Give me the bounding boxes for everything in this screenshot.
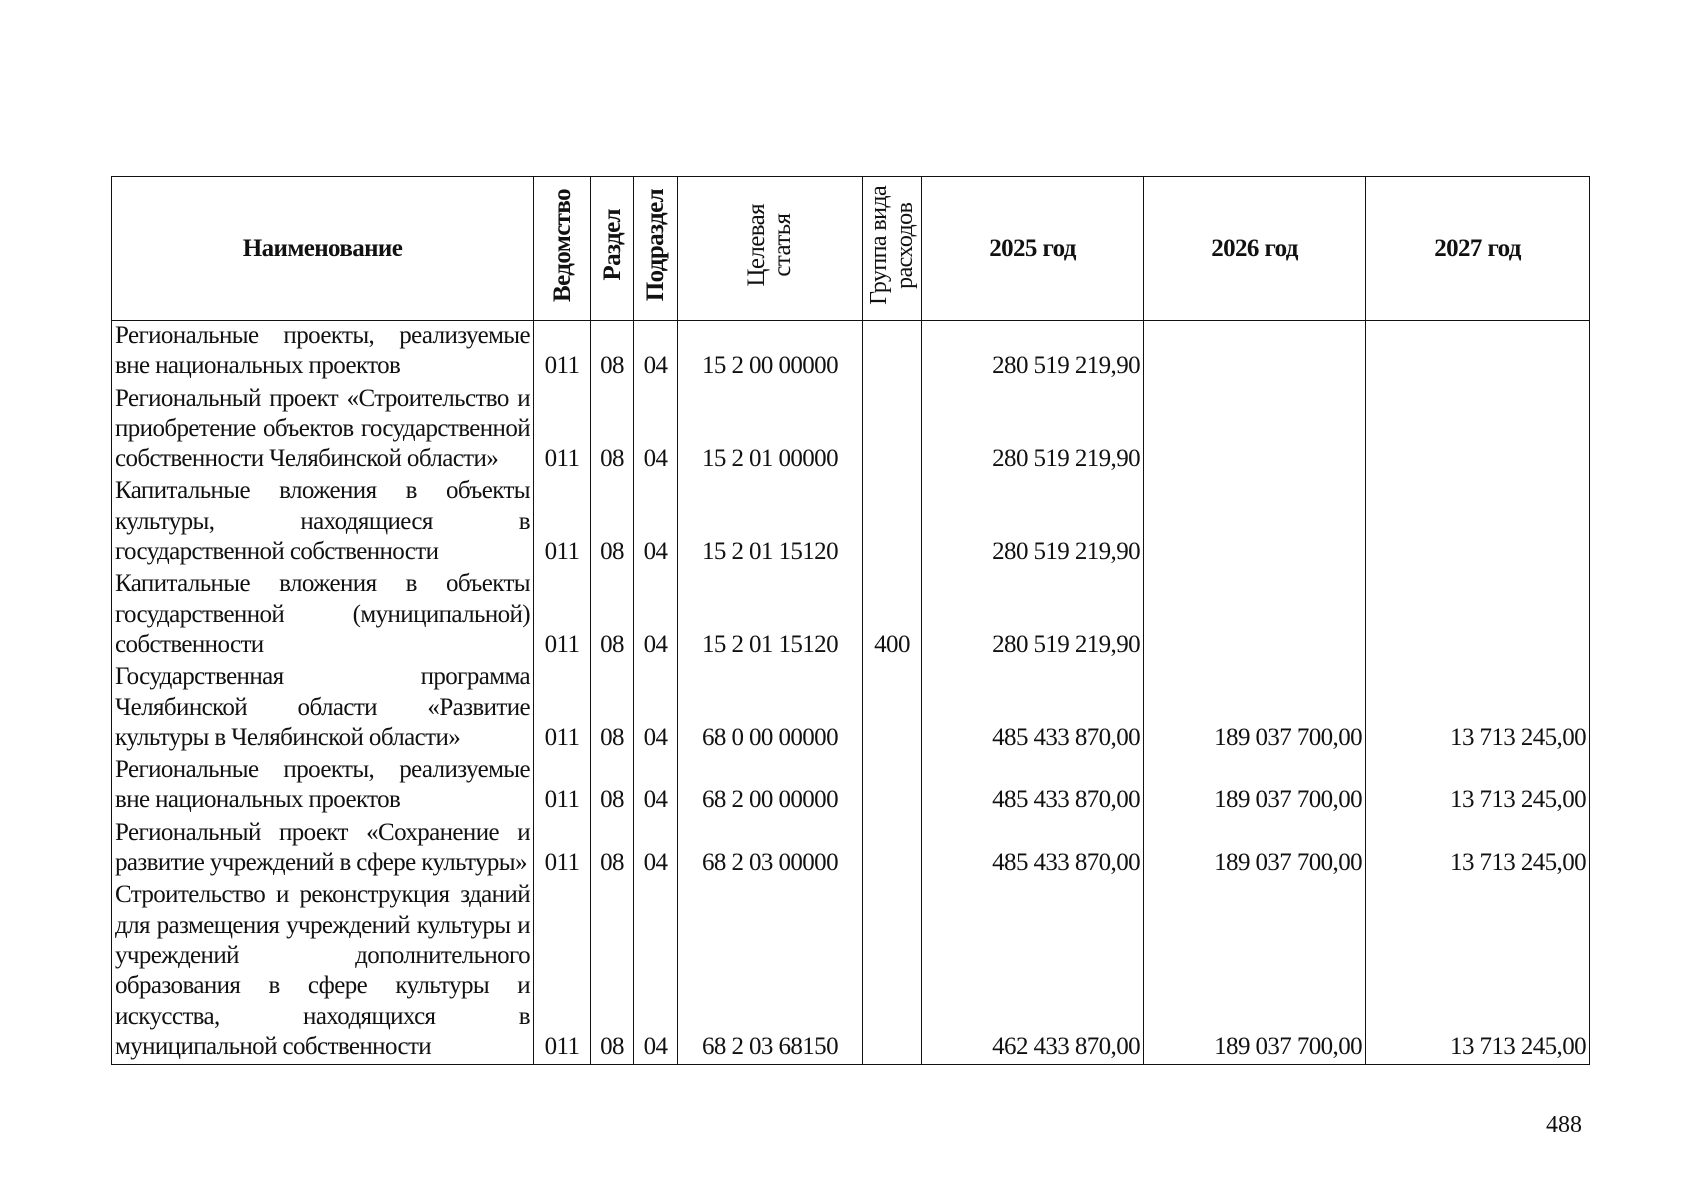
- row-amount-2025: 280 519 219,90: [922, 569, 1144, 662]
- table-row: [112, 755, 1590, 818]
- row-subsection: 04: [634, 818, 678, 881]
- row-section: 08: [591, 662, 634, 755]
- header-expense-group-line1: Группа вида: [866, 185, 892, 305]
- row-department: 011: [534, 662, 591, 755]
- table-row: [112, 321, 1590, 384]
- row-amount-2026: 189 037 700,00: [1144, 880, 1366, 1064]
- row-section: 08: [591, 818, 634, 881]
- row-section: 08: [591, 384, 634, 477]
- row-amount-2025: 280 519 219,90: [922, 384, 1144, 477]
- row-amount-2027: 13 713 245,00: [1366, 880, 1590, 1064]
- row-target-article: 15 2 01 00000: [678, 384, 863, 477]
- row-amount-2025: 462 433 870,00: [922, 880, 1144, 1064]
- row-amount-2026: 189 037 700,00: [1144, 818, 1366, 881]
- row-name: Региональный проект «Строительство и приобретение объектов государственной собственности Челябинской области»: [112, 384, 534, 477]
- row-target-article: 68 0 00 00000: [678, 662, 863, 755]
- header-target-article-line2: статья: [769, 213, 796, 277]
- header-department: Ведомство: [534, 177, 591, 321]
- row-amount-2027: 13 713 245,00: [1366, 662, 1590, 755]
- table-row: [112, 476, 1590, 569]
- row-amount-2025: 485 433 870,00: [922, 662, 1144, 755]
- row-amount-2027: [1366, 569, 1590, 662]
- header-year-2026: 2026 год: [1144, 177, 1366, 321]
- table-row: [112, 818, 1590, 881]
- row-expense-group: [863, 321, 922, 384]
- row-section: 08: [591, 321, 634, 384]
- row-amount-2027: 13 713 245,00: [1366, 755, 1590, 818]
- header-year-2027: 2027 год: [1366, 177, 1590, 321]
- row-target-article: 15 2 01 15120: [678, 569, 863, 662]
- row-subsection: 04: [634, 476, 678, 569]
- header-year-2025: 2025 год: [922, 177, 1144, 321]
- row-name: Капитальные вложения в объекты государственной (муниципальной) собственности: [112, 569, 534, 662]
- row-amount-2026: 189 037 700,00: [1144, 662, 1366, 755]
- row-amount-2027: [1366, 384, 1590, 477]
- row-expense-group: [863, 662, 922, 755]
- row-amount-2027: [1366, 321, 1590, 384]
- header-expense-group: [863, 177, 922, 321]
- table-row: [112, 880, 1590, 1064]
- row-target-article: 15 2 00 00000: [678, 321, 863, 384]
- row-department: 011: [534, 569, 591, 662]
- row-name: Капитальные вложения в объекты культуры, находящиеся в государственной собственности: [112, 476, 534, 569]
- header-target-article: [678, 177, 863, 321]
- row-name: Строительство и реконструкция зданий для размещения учреждений культуры и учреждений дополнительного образования в сфере культуры и искусства, находящихся в муниципальной собственности: [112, 880, 534, 1064]
- row-subsection: 04: [634, 384, 678, 477]
- table-row: [112, 569, 1590, 662]
- row-name: Региональные проекты, реализуемые вне национальных проектов: [112, 755, 534, 818]
- row-section: 08: [591, 755, 634, 818]
- table-header: [112, 177, 1590, 321]
- row-section: 08: [591, 569, 634, 662]
- header-section: Раздел: [591, 177, 634, 321]
- table-row: [112, 662, 1590, 755]
- row-amount-2025: 280 519 219,90: [922, 321, 1144, 384]
- header-name: Наименование: [112, 177, 534, 321]
- row-target-article: 15 2 01 15120: [678, 476, 863, 569]
- row-subsection: 04: [634, 569, 678, 662]
- row-department: 011: [534, 755, 591, 818]
- table-body: [112, 321, 1590, 1065]
- header-subsection: Подраздел: [634, 177, 678, 321]
- row-amount-2027: [1366, 476, 1590, 569]
- budget-table: [111, 176, 1590, 1065]
- header-expense-group-line2: расходов: [892, 201, 918, 289]
- row-subsection: 04: [634, 880, 678, 1064]
- row-amount-2026: [1144, 384, 1366, 477]
- row-expense-group: [863, 476, 922, 569]
- row-expense-group: [863, 880, 922, 1064]
- row-department: 011: [534, 384, 591, 477]
- row-amount-2025: 485 433 870,00: [922, 755, 1144, 818]
- row-department: 011: [534, 880, 591, 1064]
- row-expense-group: [863, 818, 922, 881]
- row-name: Государственная программа Челябинской области «Развитие культуры в Челябинской области»: [112, 662, 534, 755]
- row-expense-group: [863, 384, 922, 477]
- row-amount-2027: 13 713 245,00: [1366, 818, 1590, 881]
- row-amount-2025: 485 433 870,00: [922, 818, 1144, 881]
- row-expense-group: 400: [863, 569, 922, 662]
- row-name: Региональные проекты, реализуемые вне национальных проектов: [112, 321, 534, 384]
- row-section: 08: [591, 476, 634, 569]
- row-amount-2026: 189 037 700,00: [1144, 755, 1366, 818]
- row-target-article: 68 2 03 68150: [678, 880, 863, 1064]
- row-amount-2026: [1144, 321, 1366, 384]
- row-target-article: 68 2 03 00000: [678, 818, 863, 881]
- row-department: 011: [534, 476, 591, 569]
- row-section: 08: [591, 880, 634, 1064]
- row-expense-group: [863, 755, 922, 818]
- row-amount-2026: [1144, 569, 1366, 662]
- row-name: Региональный проект «Сохранение и развитие учреждений в сфере культуры»: [112, 818, 534, 881]
- row-target-article: 68 2 00 00000: [678, 755, 863, 818]
- row-subsection: 04: [634, 662, 678, 755]
- row-amount-2025: 280 519 219,90: [922, 476, 1144, 569]
- row-subsection: 04: [634, 755, 678, 818]
- row-amount-2026: [1144, 476, 1366, 569]
- table-row: [112, 384, 1590, 477]
- row-subsection: 04: [634, 321, 678, 384]
- row-department: 011: [534, 818, 591, 881]
- row-department: 011: [534, 321, 591, 384]
- header-target-article-line1: Целевая: [743, 203, 770, 287]
- page-number: 488: [1546, 1112, 1582, 1138]
